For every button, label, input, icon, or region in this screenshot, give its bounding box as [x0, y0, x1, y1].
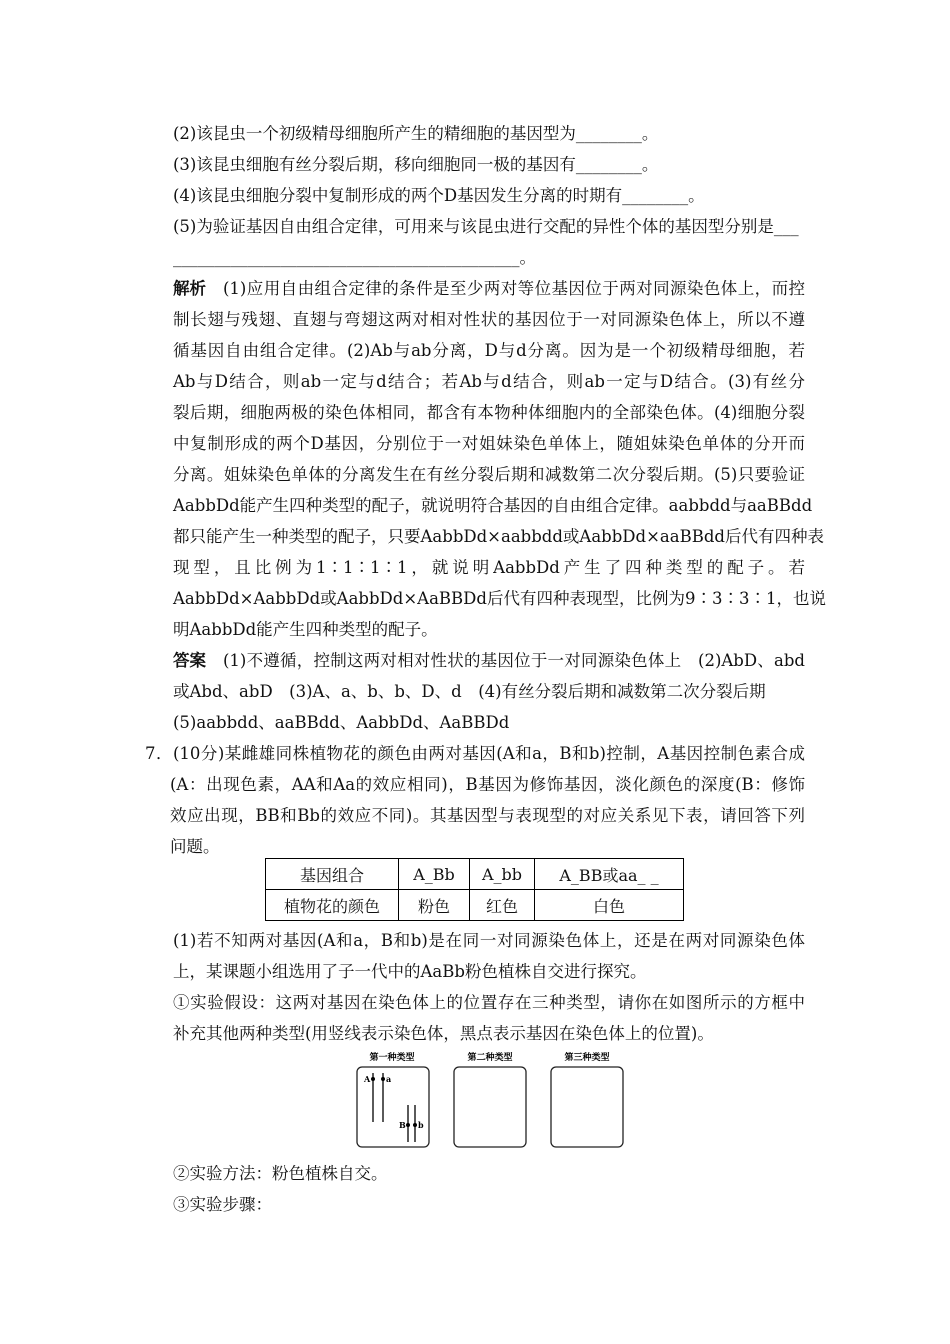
- question-5-blank: __________________________________________。: [173, 248, 536, 267]
- gene-label: a: [386, 1074, 392, 1084]
- q7-line: (A：出现色素，AA和Aa的效应相同)，B基因为修饰基因，淡化颜色的深度(B：修饰: [170, 775, 805, 794]
- gene-label: b: [418, 1120, 424, 1130]
- analysis-line: 都只能产生一种类型的配子，只要AabbDd×aabbdd或AabbDd×aaBBdd后代有四种表: [173, 527, 824, 546]
- question-4: (4)该昆虫细胞分裂中复制形成的两个D基因发生分离的时期有________。: [173, 186, 705, 205]
- q7-sub-line: 上，某课题小组选用了子一代中的AaBb粉色植株自交进行探究。: [173, 962, 647, 981]
- analysis-line: AabbDd×AabbDd或AabbDd×AaBBDd后代有四种表现型，比例为9∶3∶3∶1，也说: [173, 589, 826, 608]
- q7-sub-line: ①实验假设：这两对基因在染色体上的位置存在三种类型，请你在如图所示的方框中: [173, 993, 805, 1012]
- q7-sub-line: 补充其他两种类型(用竖线表示染色体，黑点表示基因在染色体上的位置)。: [173, 1024, 714, 1043]
- gene-dot: [371, 1077, 375, 1081]
- type-box-2: [454, 1067, 526, 1147]
- table-cell: 白色: [535, 890, 684, 921]
- table-cell: A_Bb: [399, 859, 470, 890]
- answer-line: (1)不遵循，控制这两对相对性状的基因位于一对同源染色体上 (2)AbD、abd: [223, 651, 805, 670]
- q7-sub-line: (1)若不知两对基因(A和a，B和b)是在同一对同源染色体上，还是在两对同源染色体: [173, 931, 805, 950]
- table-row: [266, 859, 684, 890]
- gene-dot: [413, 1123, 417, 1127]
- question-5: (5)为验证基因自由组合定律，可用来与该昆虫进行交配的异性个体的基因型分别是___: [173, 217, 799, 236]
- analysis-line: Ab与D结合，则ab一定与d结合；若Ab与d结合，则ab一定与D结合。(3)有丝分: [173, 372, 805, 391]
- table-cell: 红色: [470, 890, 535, 921]
- q7-line: 7．(10分)某雌雄同株植物花的颜色由两对基因(A和a，B和b)控制，A基因控制色素合成: [145, 744, 805, 763]
- gene-dot: [406, 1123, 410, 1127]
- answer-line: (5)aabbdd、aaBBdd、AabbDd、AaBBDd: [173, 713, 510, 732]
- chromosome-diagram: [355, 1050, 625, 1150]
- question-3: (3)该昆虫细胞有丝分裂后期，移向细胞同一极的基因有________。: [173, 155, 659, 174]
- analysis-line: 循基因自由组合定律。(2)Ab与ab分离，D与d分离。因为是一个初级精母细胞，若: [173, 341, 805, 360]
- q7-line: 效应出现，BB和Bb的效应不同)。其基因型与表现型的对应关系见下表，请回答下列: [170, 806, 805, 825]
- box-title-3: 第三种类型: [564, 1053, 610, 1063]
- question-2: (2)该昆虫一个初级精母细胞所产生的精细胞的基因型为________。: [173, 124, 659, 143]
- table-row: [266, 890, 684, 921]
- analysis-line: (1)应用自由组合定律的条件是至少两对等位基因位于两对同源染色体上，而控: [223, 279, 805, 298]
- analysis-line: 裂后期，细胞两极的染色体相同，都含有本物种体细胞内的全部染色体。(4)细胞分裂: [173, 403, 805, 422]
- analysis-line: 制长翅与残翅、直翅与弯翅这两对相对性状的基因位于一对同源染色体上，所以不遵: [173, 310, 805, 329]
- table-cell: 粉色: [399, 890, 470, 921]
- analysis-label: 解析: [173, 279, 206, 298]
- analysis-line: 分离。姐妹染色单体的分离发生在有丝分裂后期和减数第二次分裂后期。(5)只要验证: [173, 465, 805, 484]
- table-cell: A_BB或aa_ _: [535, 859, 684, 890]
- table-cell: 植物花的颜色: [266, 890, 399, 921]
- analysis-line: 明AabbDd能产生四种类型的配子。: [173, 620, 438, 639]
- type-box-3: [551, 1067, 623, 1147]
- genotype-table: [265, 858, 684, 921]
- gene-label: B: [399, 1120, 406, 1130]
- gene-label: A: [364, 1074, 371, 1084]
- analysis-line: 现型，且比例为1∶1∶1∶1，就说明AabbDd产生了四种类型的配子。若: [173, 558, 805, 577]
- q7-step: ②实验方法：粉色植株自交。: [173, 1164, 388, 1183]
- box-title-2: 第二种类型: [467, 1053, 513, 1063]
- answer-label: 答案: [173, 651, 206, 670]
- gene-dot: [381, 1077, 385, 1081]
- q7-line: 问题。: [170, 837, 220, 856]
- answer-line: 或Abd、abD (3)A、a、b、b、D、d (4)有丝分裂后期和减数第二次分裂后期: [173, 682, 766, 701]
- q7-step: ③实验步骤：: [173, 1195, 272, 1214]
- box-title-1: 第一种类型: [369, 1053, 415, 1063]
- analysis-line: AabbDd能产生四种类型的配子，就说明符合基因的自由组合定律。aabbdd与aaBBdd: [173, 496, 813, 515]
- analysis-line: 中复制形成的两个D基因，分别位于一对姐妹染色单体上，随姐妹染色单体的分开而: [173, 434, 805, 453]
- table-cell: A_bb: [470, 859, 535, 890]
- table-cell: 基因组合: [266, 859, 399, 890]
